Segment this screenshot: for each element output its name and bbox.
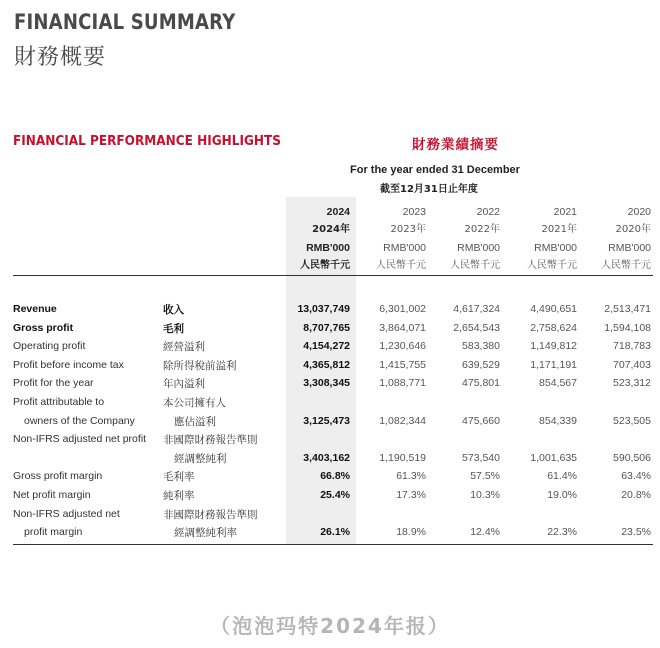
column-year-zh: 2020年 xyxy=(615,224,651,235)
column-year-zh: 2023年 xyxy=(390,224,426,235)
cell-2020: 20.8% xyxy=(621,488,651,501)
cell-2022: 583,380 xyxy=(462,340,500,353)
cell-2022: 573,540 xyxy=(462,451,500,464)
column-year: 2020 xyxy=(627,206,651,218)
row-label-en: Revenue xyxy=(13,303,57,315)
cell-2023: 1,230,646 xyxy=(379,340,426,353)
table-row xyxy=(0,375,660,394)
cell-2022: 639,529 xyxy=(462,358,500,371)
page-title-en: FINANCIAL SUMMARY xyxy=(14,10,236,34)
cell-2020: 718,783 xyxy=(613,340,651,353)
row-label-zh: 純利率 xyxy=(163,489,195,502)
cell-2022: 57.5% xyxy=(470,470,500,483)
cell-2020: 523,312 xyxy=(613,377,651,390)
row-label-zh: 經調整純利 xyxy=(174,452,227,465)
table-row xyxy=(0,506,660,525)
table-row xyxy=(0,413,660,432)
cell-2024: 3,308,345 xyxy=(303,377,350,390)
cell-2023: 1,415,755 xyxy=(379,358,426,371)
table-row xyxy=(0,450,660,469)
cell-2022: 10.3% xyxy=(470,488,500,501)
row-label-zh: 經調整純利率 xyxy=(174,527,237,540)
period-label-zh: 截至12月31日止年度 xyxy=(380,184,478,195)
table-row xyxy=(0,468,660,487)
column-header-2024 xyxy=(270,203,350,275)
row-label-en: Profit attributable to xyxy=(13,395,105,408)
row-label-en: Non-IFRS adjusted net xyxy=(13,507,120,520)
row-label-zh: 應佔溢利 xyxy=(174,415,216,428)
column-header-2022 xyxy=(420,203,500,275)
table-row xyxy=(0,301,660,320)
cell-2021: 61.4% xyxy=(547,470,577,483)
cell-2021: 4,490,651 xyxy=(530,303,577,315)
table-row xyxy=(0,487,660,506)
cell-2024: 66.8% xyxy=(320,470,350,483)
cell-2021: 22.3% xyxy=(547,526,577,539)
row-label-zh: 非國際財務報告準則 xyxy=(163,508,258,521)
cell-2024: 3,125,473 xyxy=(303,414,350,427)
cell-2021: 854,567 xyxy=(539,377,577,390)
table-row xyxy=(0,338,660,357)
cell-2021: 2,758,624 xyxy=(530,321,577,334)
row-label-en: Net profit margin xyxy=(13,488,91,501)
column-unit: RMB'000 xyxy=(457,242,500,254)
table-row xyxy=(0,394,660,413)
cell-2023: 18.9% xyxy=(396,526,426,539)
column-header-2023 xyxy=(346,203,426,275)
cell-2020: 707,403 xyxy=(613,358,651,371)
column-unit-zh: 人民幣千元 xyxy=(527,260,577,271)
cell-2023: 1,088,771 xyxy=(379,377,426,390)
cell-2021: 1,149,812 xyxy=(530,340,577,353)
row-label-zh: 毛利率 xyxy=(163,471,195,484)
cell-2023: 3,864,071 xyxy=(379,321,426,334)
cell-2020: 23.5% xyxy=(621,526,651,539)
cell-2024: 4,154,272 xyxy=(303,340,350,353)
cell-2022: 475,660 xyxy=(462,414,500,427)
row-label-zh: 收入 xyxy=(163,304,184,316)
cell-2020: 590,506 xyxy=(613,451,651,464)
column-unit-zh: 人民幣千元 xyxy=(300,260,350,271)
cell-2021: 854,339 xyxy=(539,414,577,427)
cell-2021: 19.0% xyxy=(547,488,577,501)
column-year: 2023 xyxy=(402,206,426,218)
row-label-zh: 非國際財務報告準則 xyxy=(163,434,258,447)
column-header-2021 xyxy=(497,203,577,275)
cell-2020: 523,505 xyxy=(613,414,651,427)
cell-2023: 1,190,519 xyxy=(379,451,426,464)
row-label-en: owners of the Company xyxy=(24,414,135,427)
table-row xyxy=(0,320,660,339)
column-year: 2024 xyxy=(326,206,350,218)
cell-2023: 1,082,344 xyxy=(379,414,426,427)
section-title-en: FINANCIAL PERFORMANCE HIGHLIGHTS xyxy=(13,134,281,149)
column-unit-zh: 人民幣千元 xyxy=(376,260,426,271)
column-year: 2021 xyxy=(553,206,577,218)
cell-2021: 1,001,635 xyxy=(530,451,577,464)
section-title-zh: 財務業績摘要 xyxy=(412,137,499,153)
cell-2023: 17.3% xyxy=(396,488,426,501)
column-year-zh: 2024年 xyxy=(312,224,350,235)
cell-2020: 1,594,108 xyxy=(604,321,651,334)
column-year: 2022 xyxy=(476,206,500,218)
row-label-en: Gross profit xyxy=(13,321,74,334)
cell-2024: 25.4% xyxy=(320,488,350,501)
page-title-zh: 財務概要 xyxy=(14,45,107,70)
column-year-zh: 2021年 xyxy=(541,224,577,235)
row-label-zh: 除所得稅前溢利 xyxy=(163,359,237,372)
cell-2020: 2,513,471 xyxy=(604,303,651,315)
row-label-en: Gross profit margin xyxy=(13,470,103,483)
table-row xyxy=(0,357,660,376)
cell-2021: 1,171,191 xyxy=(530,358,577,371)
column-unit: RMB'000 xyxy=(383,242,426,254)
row-label-zh: 經營溢利 xyxy=(163,341,205,354)
table-bottom-rule xyxy=(13,544,653,545)
cell-2022: 2,654,543 xyxy=(453,321,500,334)
cell-2022: 475,801 xyxy=(462,377,500,390)
cell-2023: 6,301,002 xyxy=(379,303,426,315)
cell-2022: 4,617,324 xyxy=(453,303,500,315)
column-unit: RMB'000 xyxy=(608,242,651,254)
cell-2022: 12.4% xyxy=(470,526,500,539)
cell-2024: 13,037,749 xyxy=(297,303,350,315)
source-caption: （泡泡玛特2024年报） xyxy=(210,614,450,638)
period-label-en: For the year ended 31 December xyxy=(350,164,520,176)
row-label-en: Non-IFRS adjusted net profit xyxy=(13,433,147,446)
column-unit: RMB'000 xyxy=(306,242,350,254)
column-header-2020 xyxy=(571,203,651,275)
row-label-zh: 毛利 xyxy=(163,322,184,335)
row-label-en: Operating profit xyxy=(13,340,86,353)
table-top-rule xyxy=(13,275,653,276)
column-unit-zh: 人民幣千元 xyxy=(450,260,500,271)
row-label-zh: 年內溢利 xyxy=(163,378,205,391)
table-row xyxy=(0,431,660,450)
cell-2024: 8,707,765 xyxy=(303,321,350,334)
table-row xyxy=(0,524,660,543)
row-label-en: Profit before income tax xyxy=(13,358,124,371)
cell-2024: 26.1% xyxy=(320,526,350,539)
row-label-zh: 本公司擁有人 xyxy=(163,396,226,409)
cell-2023: 61.3% xyxy=(396,470,426,483)
row-label-en: Profit for the year xyxy=(13,377,94,390)
column-unit-zh: 人民幣千元 xyxy=(601,260,651,271)
row-label-en: profit margin xyxy=(24,526,83,539)
column-year-zh: 2022年 xyxy=(464,224,500,235)
column-unit: RMB'000 xyxy=(534,242,577,254)
cell-2024: 3,403,162 xyxy=(303,451,350,464)
table-body xyxy=(0,301,660,543)
cell-2020: 63.4% xyxy=(621,470,651,483)
cell-2024: 4,365,812 xyxy=(303,358,350,371)
